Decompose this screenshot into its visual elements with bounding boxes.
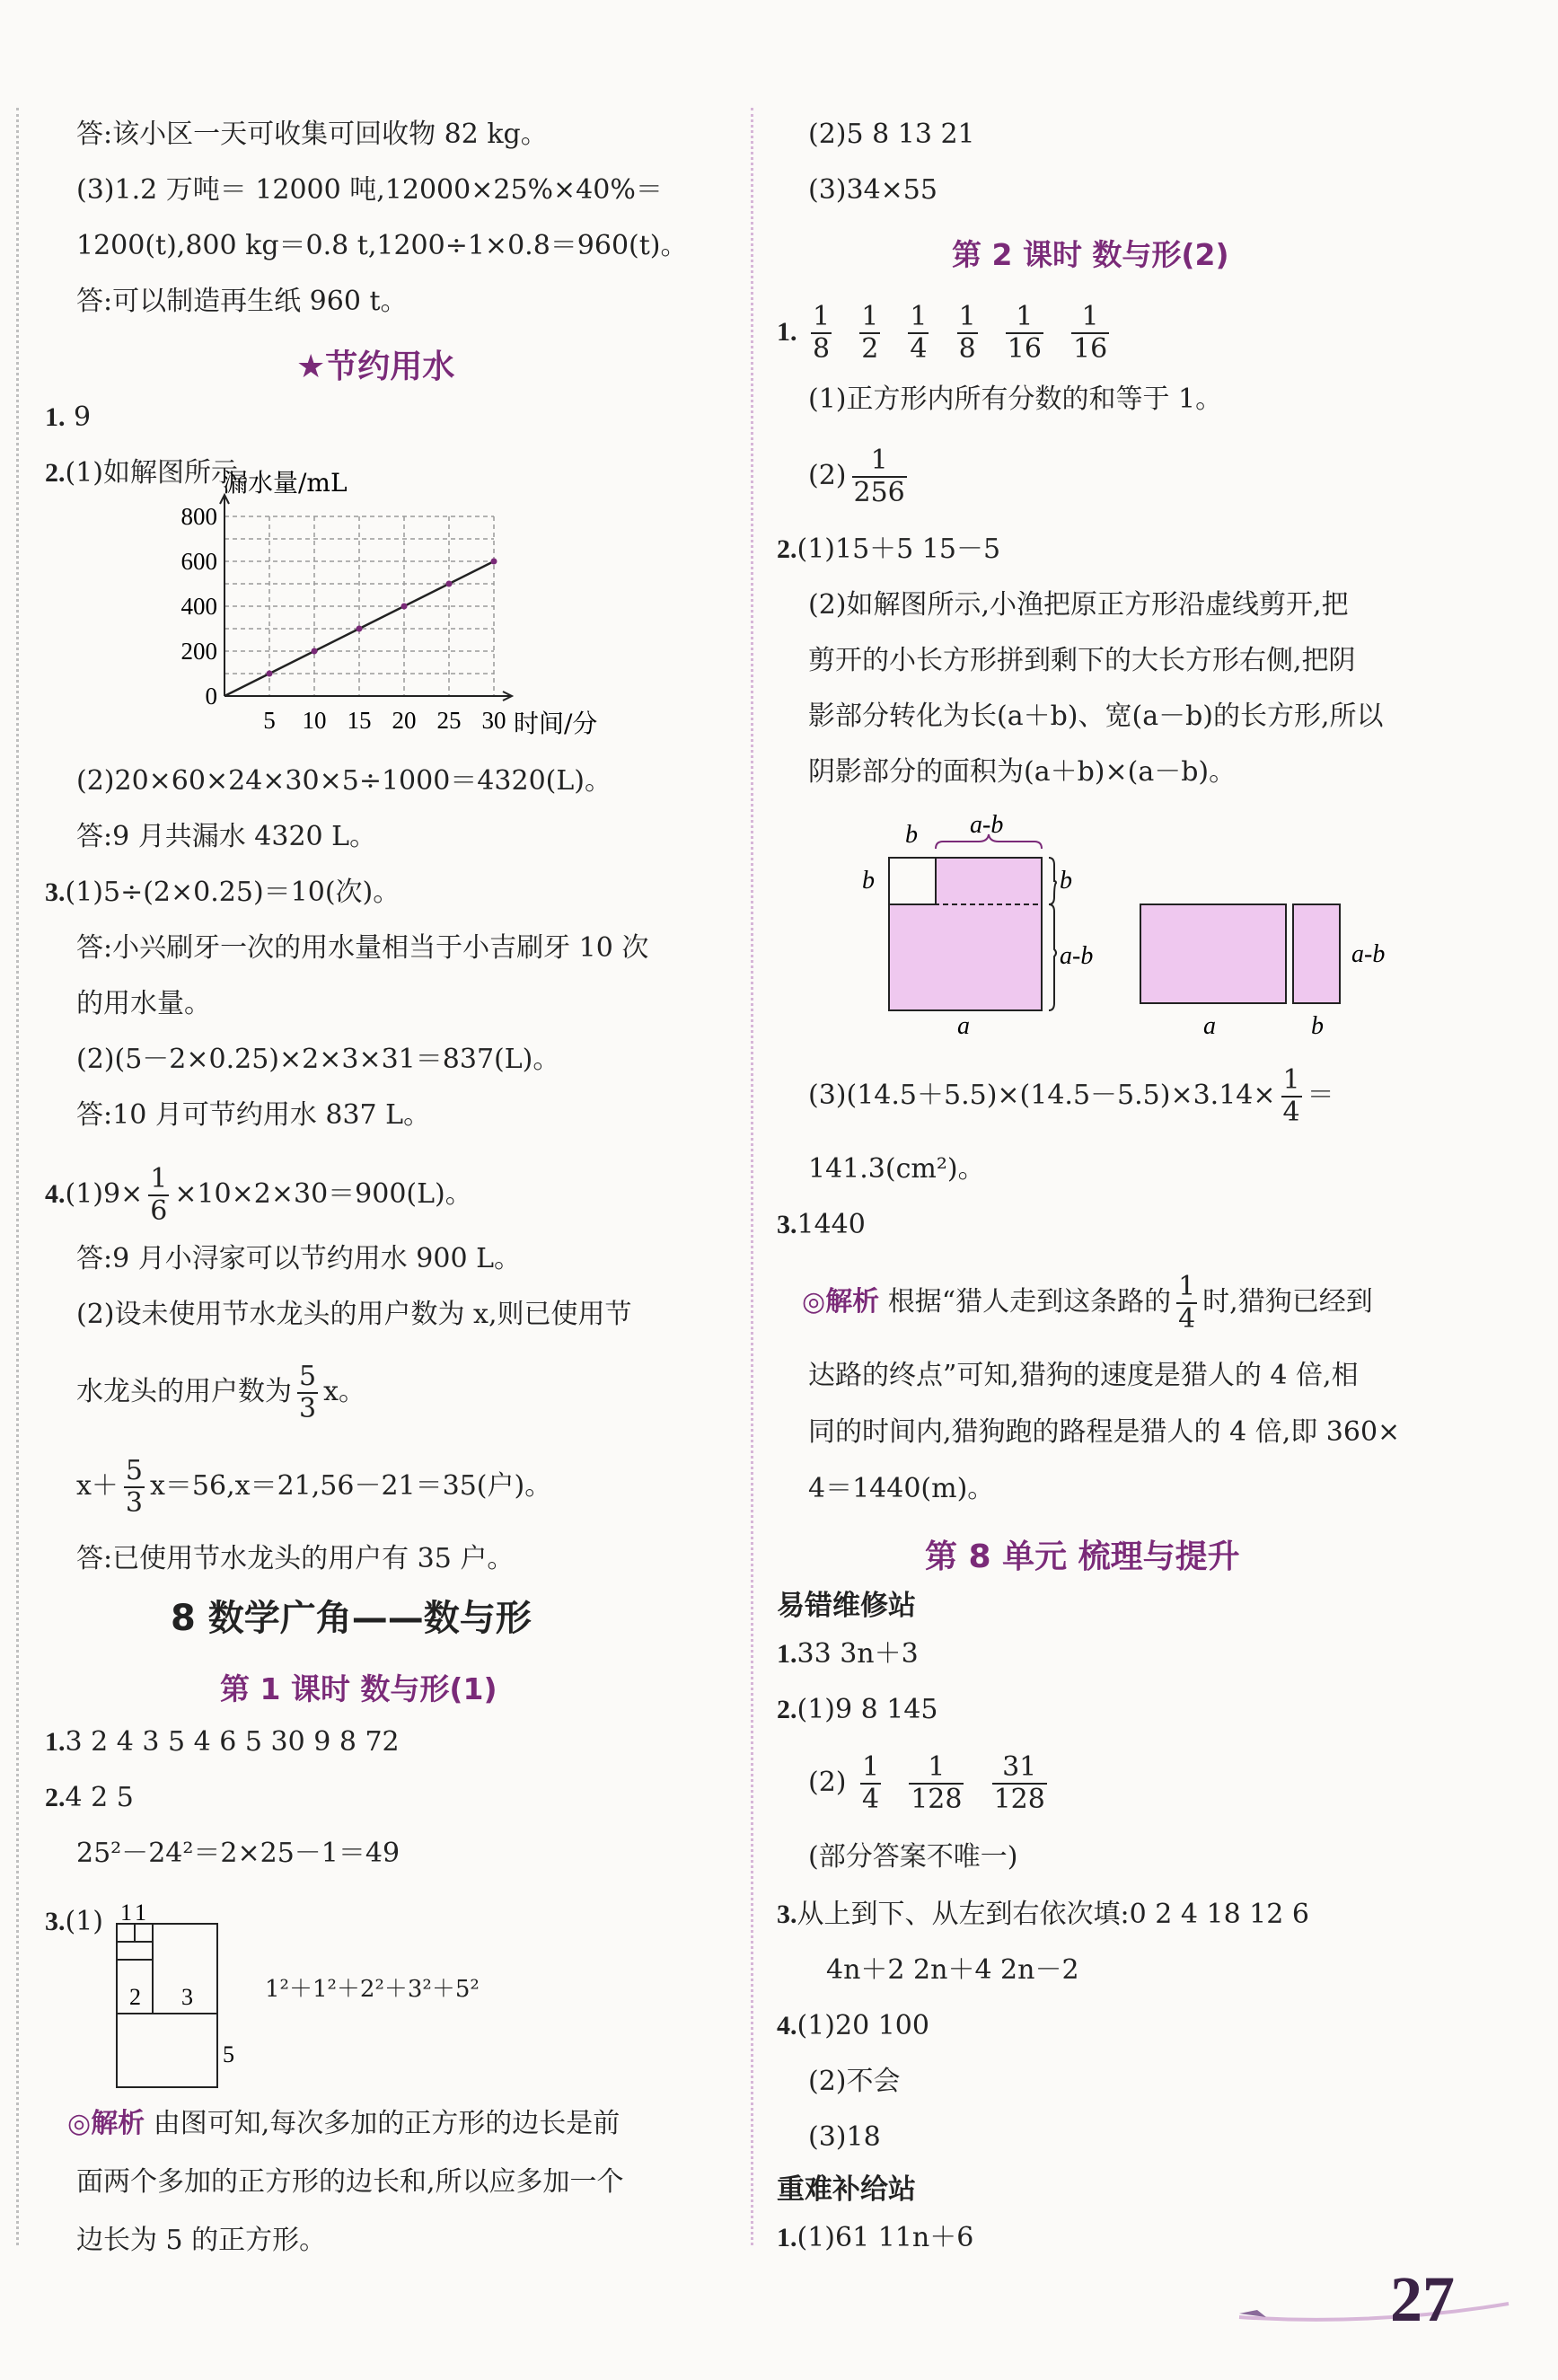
- y-tick-label: 400: [180, 593, 217, 620]
- y-tick-label: 200: [180, 638, 217, 665]
- section-heading-save-water: ★节约用水: [296, 348, 455, 385]
- fraction: $\frac{1}{4}$: [1282, 1064, 1300, 1128]
- x-tick-label: 20: [392, 707, 417, 734]
- y-tick-label: 0: [205, 683, 217, 710]
- data-point: [267, 671, 273, 677]
- review-question-1: 1.33 3n＋3: [777, 1638, 919, 1670]
- y-tick-label: 600: [180, 548, 217, 575]
- analysis-line: 达路的终点”可知,猎狗的速度是猎人的 4 倍,相: [808, 1360, 1359, 1391]
- fraction: $\frac{1}{4}$: [862, 1751, 880, 1815]
- review-question-2: 2.(1)9 8 145: [777, 1694, 938, 1725]
- analysis-line: ◎解析 由图可知,每次多加的正方形的边长是前: [67, 2108, 621, 2139]
- data-point: [491, 559, 497, 565]
- data-point: [401, 604, 408, 610]
- data-point: [312, 648, 318, 655]
- lesson1-question-2: 2.4 2 5: [45, 1782, 134, 1813]
- review-question-3: 3.从上到下、从左到右依次填:0 2 4 18 12 6: [777, 1899, 1309, 1930]
- x-axis-label: 时间/分: [514, 709, 598, 738]
- answer-line: 剪开的小长方形拼到剩下的大长方形右侧,把阴: [808, 645, 1356, 676]
- answer-line: (1)正方形内所有分数的和等于 1。: [808, 383, 1223, 415]
- answer-line: 的用水量。: [76, 988, 211, 1019]
- fig-label-a-minus-b: a-b: [970, 811, 1004, 839]
- answer-line: (2)20×60×24×30×5÷1000＝4320(L)。: [76, 765, 612, 797]
- fig-label-a: a: [957, 1012, 970, 1040]
- fig-label-a-minus-b: a-b: [1351, 940, 1386, 968]
- fig-label-b: b: [905, 821, 918, 849]
- lesson-2-title: 第 2 课时 数与形(2): [952, 237, 1229, 272]
- analysis-line: 面两个多加的正方形的边长和,所以应多加一个: [76, 2166, 624, 2198]
- fraction: $\frac{31}{128}$: [993, 1751, 1045, 1815]
- fig-label: 2: [129, 1984, 141, 2010]
- answer-line: 141.3(cm²)。: [808, 1153, 985, 1185]
- column-separator: [751, 108, 753, 2245]
- subsection-key-points: 重难补给站: [777, 2173, 916, 2206]
- fraction: $\frac{1}{256}$: [853, 445, 905, 508]
- answer-line: (3)(14.5＋5.5)×(14.5－5.5)×3.14× $\frac{1}{4}$ ＝: [808, 1064, 1334, 1128]
- answer-line: 25²－24²＝2×25－1＝49: [76, 1838, 401, 1869]
- answer-line: (2)不会: [808, 2066, 901, 2097]
- answer-line: (2)5 8 13 21: [808, 119, 975, 150]
- answer-line: (2)设未使用节水龙头的用户数为 x,则已使用节: [76, 1299, 632, 1330]
- answer-line: 答:该小区一天可收集可回收物 82 kg。: [76, 119, 548, 150]
- unit-8-review-title: 第 8 单元 梳理与提升: [925, 1538, 1240, 1575]
- fraction: $\frac{1}{128}$: [911, 1751, 963, 1815]
- fraction: $\frac{1}{2}$: [861, 301, 879, 365]
- x-tick-label: 25: [436, 707, 462, 734]
- sum-of-squares-formula: 1²＋1²＋2²＋3²＋5²: [265, 1976, 480, 2003]
- data-point: [356, 626, 363, 632]
- square-cut-figure: [844, 811, 1401, 1040]
- answer-line: 答:10 月可节约用水 837 L。: [76, 1099, 431, 1131]
- fraction: $\frac{1}{8}$: [813, 301, 831, 365]
- fraction: $\frac{1}{16}$: [1073, 301, 1108, 365]
- fig-label-b: b: [1311, 1012, 1324, 1040]
- page-number: 27: [1390, 2263, 1455, 2335]
- answer-line: 1200(t),800 kg＝0.8 t,1200÷1×0.8＝960(t)。: [76, 230, 688, 261]
- review-question-1: 1.(1)61 11n＋6: [777, 2222, 974, 2253]
- fig-label: 3: [181, 1984, 193, 2010]
- answer-line: (2) $\frac{1}{4}$ $\frac{1}{128}$ $\frac{31}{128}$: [808, 1751, 1045, 1815]
- x-tick-label: 15: [347, 707, 372, 734]
- analysis-line: 4＝1440(m)。: [808, 1473, 995, 1504]
- answer-line: x＋ $\frac{5}{3}$ x＝56,x＝21,56－21＝35(户)。: [76, 1455, 552, 1519]
- x-tick-label: 10: [302, 707, 327, 734]
- leak-line-chart: [153, 468, 656, 745]
- fig-label: 5: [223, 2041, 234, 2067]
- analysis-line: 边长为 5 的正方形。: [76, 2225, 327, 2256]
- x-tick-label: 30: [481, 707, 506, 734]
- question-3: 3.(1)5÷(2×0.25)＝10(次)。: [45, 877, 401, 908]
- page-swoosh-decoration: [1239, 2299, 1509, 2326]
- answer-line: 4n＋2 2n＋4 2n－2: [826, 1954, 1079, 1986]
- answer-line: 阴影部分的面积为(a＋b)×(a－b)。: [808, 756, 1237, 788]
- fig-label-b: b: [862, 867, 875, 895]
- answer-line: (2)如解图所示,小渔把原正方形沿虚线剪开,把: [808, 589, 1349, 621]
- fraction: $\frac{1}{8}$: [958, 301, 976, 365]
- unit-8-title: 8 数学广角——数与形: [171, 1598, 532, 1639]
- answer-line: 影部分转化为长(a＋b)、宽(a－b)的长方形,所以: [808, 701, 1384, 732]
- answer-line: 答:已使用节水龙头的用户有 35 户。: [76, 1543, 515, 1574]
- fibonacci-square-figure: [108, 1895, 242, 2093]
- analysis-icon: ◎: [67, 2108, 92, 2139]
- answer-line: (2)(5－2×0.25)×2×3×31＝837(L)。: [76, 1044, 560, 1075]
- answer-line: 答:可以制造再生纸 960 t。: [76, 286, 408, 317]
- lesson2-question-1: 1. $\frac{1}{8}$ $\frac{1}{2}$ $\frac{1}{4}$ $\frac{1}{8}$ $\frac{1}{16}$ $\frac{1}{16}$: [777, 301, 1108, 365]
- fig-label: 1: [120, 1900, 132, 1926]
- answer-line: (2) $\frac{1}{256}$: [808, 445, 905, 508]
- analysis-line: ◎解析 根据“猎人走到这条路的 $\frac{1}{4}$ 时,猎狗已经到: [802, 1271, 1373, 1335]
- answer-line: 答:9 月小浔家可以节约用水 900 L。: [76, 1243, 521, 1274]
- x-tick-label: 5: [263, 707, 276, 734]
- fraction: $\frac{5}{3}$: [299, 1361, 317, 1424]
- answer-line: (3)1.2 万吨＝ 12000 吨,12000×25%×40%＝: [76, 174, 663, 206]
- left-margin-rule: [16, 108, 19, 2245]
- fraction: $\frac{1}{4}$: [910, 301, 928, 365]
- answer-line: (3)34×55: [808, 174, 937, 206]
- fraction: $\frac{1}{4}$: [1178, 1271, 1196, 1335]
- fraction: $\frac{1}{6}$: [150, 1163, 168, 1227]
- y-axis-label: 漏水量/mL: [223, 468, 348, 498]
- analysis-line: 同的时间内,猎狗跑的路程是猎人的 4 倍,即 360×: [808, 1416, 1401, 1448]
- answer-line: 水龙头的用户数为 $\frac{5}{3}$ x。: [76, 1361, 366, 1424]
- lesson1-question-3: 3.(1): [45, 1906, 103, 1937]
- review-question-4: 4.(1)20 100: [777, 2010, 929, 2041]
- lesson2-question-3: 3.1440: [777, 1209, 866, 1240]
- data-point: [446, 581, 453, 587]
- answer-line: (3)18: [808, 2121, 881, 2153]
- question-2: 2.(1)如解图所示。: [45, 457, 265, 489]
- lesson-1-title: 第 1 课时 数与形(1): [220, 1671, 497, 1706]
- fig-label-a: a: [1203, 1012, 1216, 1040]
- lesson1-question-1: 1.3 2 4 3 5 4 6 5 30 9 8 72: [45, 1726, 400, 1758]
- answer-line: 答:小兴刷牙一次的用水量相当于小吉刷牙 10 次: [76, 932, 649, 964]
- answer-line: 答:9 月共漏水 4320 L。: [76, 821, 377, 852]
- fig-label-b: b: [1060, 867, 1072, 895]
- subsection-error-prone: 易错维修站: [777, 1590, 916, 1622]
- fig-label-a-minus-b: a-b: [1060, 942, 1094, 970]
- answer-line: (部分答案不唯一): [808, 1841, 1018, 1873]
- fraction: $\frac{1}{16}$: [1007, 301, 1042, 365]
- fig-label: 1: [135, 1900, 146, 1926]
- question-4: 4.(1)9× $\frac{1}{6}$ ×10×2×30＝900(L)。: [45, 1163, 472, 1227]
- lesson2-question-2: 2.(1)15＋5 15－5: [777, 533, 1001, 565]
- analysis-icon: ◎: [802, 1286, 826, 1318]
- fraction: $\frac{5}{3}$: [125, 1455, 144, 1519]
- y-tick-label: 800: [180, 503, 217, 530]
- question-1: 1. 9: [45, 401, 92, 433]
